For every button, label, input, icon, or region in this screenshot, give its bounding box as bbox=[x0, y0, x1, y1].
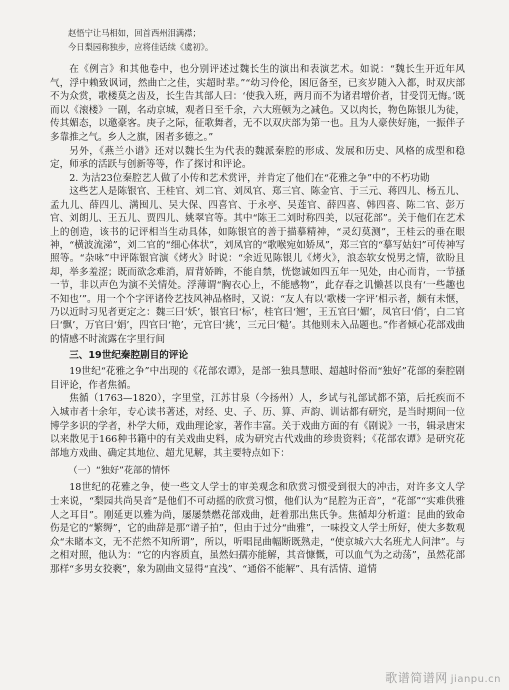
site-watermark bbox=[385, 669, 501, 686]
paragraph-liyan-commentary: 在《例言》和其他卷中，也分别评述过魏长生的演出和表演艺术。如说：“魏长生开近年风气，浮中赖致讽词，然曲亡之佳，实超时辈。”“幼习伶伦，困厄备至，已亥岁随入入都，时双庆部不为众赏，歌楼莫之齿及，长生告其部人曰：‘使我入班，两月而不为诸君增价者，甘受罚无悔。’既而以《滚楼》一剧，名动京城，观者日至千余，六大班顿为之减色。又以肉长，物色陈银儿为徒，传其媚态，以邀豪客。庚子之际，征歌舞者，无不以双庆部为第一也。且为人豪侠好施，一振伴子多靠推之气。乡人之旗，困者多德之。” bbox=[50, 64, 465, 143]
watermark-url: jianpu.cn bbox=[450, 674, 501, 685]
paragraph-huabu-nongtan: 19世纪“花雅之争”中出现的《花部农谭》，是部一独具慧眼、超越时俗而“独好”花部的秦腔剧目评论，作者焦循。 bbox=[50, 366, 465, 391]
verse-line-1: 赵悟宁让马相如，回首西州泪满襟； bbox=[68, 28, 201, 38]
watermark-text: 歌谱简谱网 bbox=[385, 671, 448, 685]
paragraph-yanlan-xiaopu: 另外，《燕兰小谱》还对以魏长生为代表的魏派秦腔的形成、发展和历史、风格的成型和稳定，师承的活跃与创新等等，作了探讨和评论。 bbox=[50, 145, 465, 171]
paragraph-point-2: 2. 为沽23位秦腔艺人做了小传和艺术赏评，并肯定了他们在“花雅之争”中的不朽功勋 bbox=[69, 172, 430, 184]
paragraph-huaya-dispute: 18世纪的花雅之争，使一些文人学士的审美观念和欣赏习惯受到很大的冲击，对许多文人学士来说，“梨园共尚昊音”是他们不可动摇的欣赏习惯，他们认为“昆腔为正音”，“花部”“实难供雅人之耳目”。刚延更以雅为尚，屡屡禁燃花部戏曲，赶着那出焦氏争。焦循却分析道：昆曲的致命伤是它的“繁缛”，它的曲辞是那“谱子拍”，但由于过分“曲雅”，一味投文人学士所好，使大多数观众“未睹本文，无不茫然不知所谓”，所以，听唱昆曲幅断既熟走，“使京城六大名班尤人问津”。与之相对照，他认为：“它的内容质直，虽然妇孺亦能解，其音慷慨，可以血气为之动荡”，虽然花部那样“多男女狡褻”，象为剧曲文显得“直浅”、“通俗不能解”、具有活情、道情 bbox=[50, 482, 465, 575]
paragraph-artists-list: 这些艺人是陈银官、王桂官、刘二官、刘凤官、郑三官、陈金官、于三元、蒋四儿、杨五儿、孟九儿、薛四儿、满囤儿、吴大保、四喜官、于永亭、吴莲官、薛四喜、韩四喜、陈二官、彭万官、刘朗儿、王五儿、贾四儿、姚翠官等。其中“陈王二刘时称四美，以冠花部”。关于他们在艺术上的创造，该书的记评相当生动具体，如陈银官的善于描摹精神，“灵幻莫测”，王桂云的垂在眼神，“横波流涕”，刘二官的“细心体状”，刘凤官的“歌喉宛如娇凤”，郑三官的“摹写姑妇”可传神写照等。“杂咏”中评陈银官演《烤火》时说：“余近见陈银儿《烤火》，浪态软女悦男之情，欲盼且却，举多羞涩；既而欲念难消，眉背娇眸，不能自禁，恍惚诚如四五年一见处，由心而肯，一节搔一节，非以声色为演不关情处。浮薄谓“胸衣心上，不能感物”，此存春之讥懒甚以良有‘一些趣也不知也’”。用一个个字评诸伶艺技风神品格时，又说：“友人有以‘歌楼一字评’相示者，颇有未惬，乃以近时习见者更定之：魏三曰‘妖’，银官曰‘标’，桂官曰‘翘’，王五官曰‘媚’，凤官曰‘俏’，白二官曰‘飘’，万官曰‘娟’，四官曰‘艳’，元官曰‘挑’，三元曰‘糙’。其他则未入品题也。”作者倾心花部戏曲的情感不时流露在字里行间 bbox=[50, 186, 465, 345]
verse-quote bbox=[50, 26, 465, 54]
section-heading-3: 三、19世纪秦腔剧目的评论 bbox=[69, 350, 189, 362]
verse-line-2: 今日梨园称独步，应将佳话续《虞初》。 bbox=[68, 42, 214, 52]
subsection-heading-1: （一）“独好”花部的情怀 bbox=[68, 465, 170, 477]
paragraph-jiao-xun-bio: 焦循（1763—1820），字里堂，江苏甘泉（今扬州）人，乡试与礼部试都不第，后托疾而不入城市者十余年，专心读书著述，对经、史、子、历、算、声韵、训诂都有研究，是当时期间一位博学多识的学者，朴学大师，戏曲理论家，著作丰富。关于戏曲方面的有《剧说》一书，辑录唐宋以来散见于166种书籍中的有关戏曲史料，成为研究古代戏曲的珍贵资料；《花部农谭》是研究花部地方戏曲、确定其地位、超尤见解，其主要特点如下： bbox=[50, 393, 465, 459]
